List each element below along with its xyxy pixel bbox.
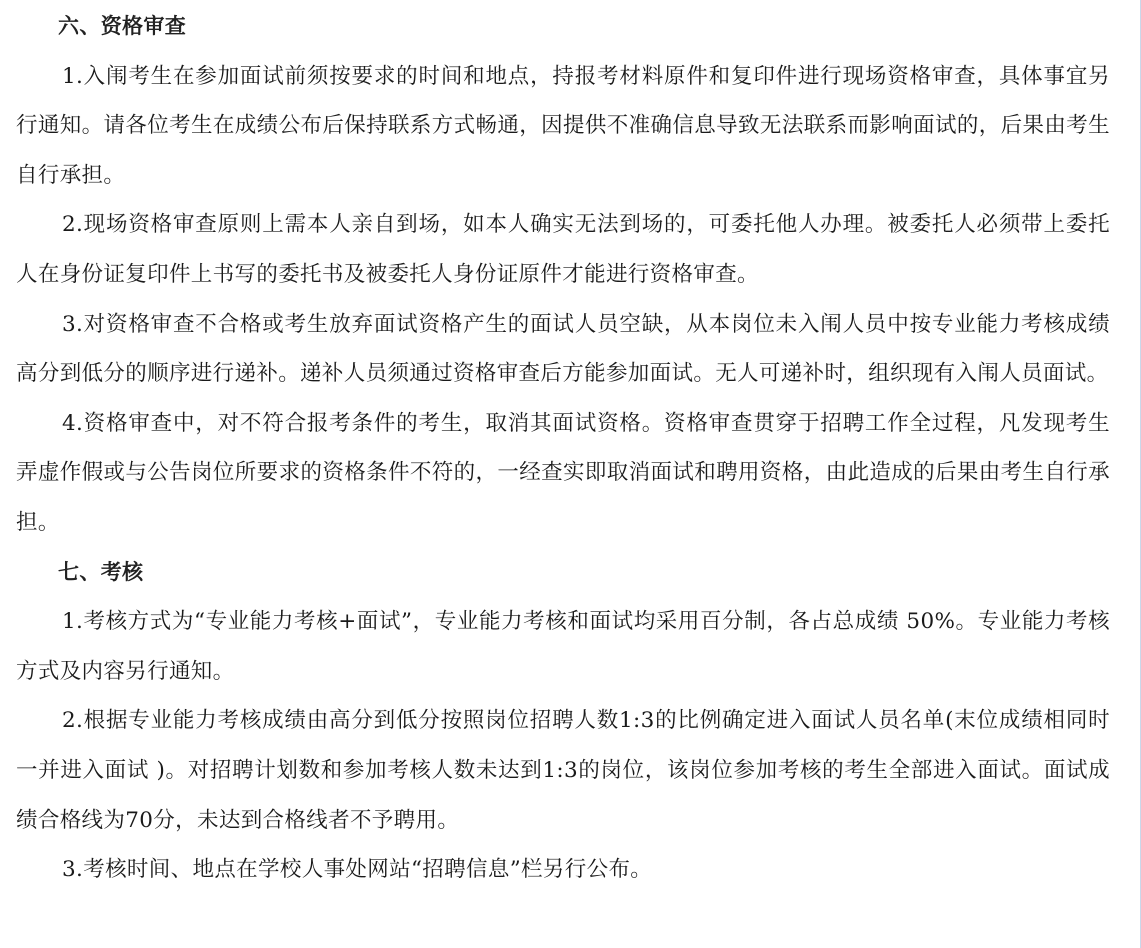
section-qualification-review <box>16 2 1110 548</box>
section-assessment <box>16 548 1110 895</box>
section-heading: 七、考核 <box>58 559 144 584</box>
paragraph: 2.根据专业能力考核成绩由高分到低分按照岗位招聘人数1:3的比例确定进入面试人员名单(末位成绩相同时一并进入面试 )。对招聘计划数和参加考核人数未达到1:3的岗位，该岗位参加考核的考生全部进入面试。面试成绩合格线为70分，未达到合格线者不予聘用。 <box>16 708 1110 833</box>
paragraph: 3.对资格审查不合格或考生放弃面试资格产生的面试人员空缺，从本岗位未入闱人员中按专业能力考核成绩高分到低分的顺序进行递补。递补人员须通过资格审查后方能参加面试。无人可递补时，组织现有入闱人员面试。 <box>16 311 1110 387</box>
paragraph: 2.现场资格审查原则上需本人亲自到场，如本人确实无法到场的，可委托他人办理。被委托人必须带上委托人在身份证复印件上书写的委托书及被委托人身份证原件才能进行资格审查。 <box>16 212 1110 287</box>
paragraph: 1.考核方式为“专业能力考核+面试”，专业能力考核和面试均采用百分制，各占总成绩 50%。专业能力考核方式及内容另行通知。 <box>16 609 1110 684</box>
section-heading: 六、资格审查 <box>58 14 187 38</box>
paragraph: 4.资格审查中，对不符合报考条件的考生，取消其面试资格。资格审查贯穿于招聘工作全过程，凡发现考生弄虚作假或与公告岗位所要求的资格条件不符的，一经查实即取消面试和聘用资格，由此造成的后果由考生自行承担。 <box>16 410 1110 535</box>
paragraph: 3.考核时间、地点在学校人事处网站“招聘信息”栏另行公布。 <box>62 857 653 883</box>
paragraph: 1.入闱考生在参加面试前须按要求的时间和地点，持报考材料原件和复印件进行现场资格审查，具体事宜另行通知。请各位考生在成绩公布后保持联系方式畅通，因提供不准确信息导致无法联系而影响面试的，后果由考生自行承担。 <box>16 63 1110 188</box>
document-body <box>16 2 1110 895</box>
